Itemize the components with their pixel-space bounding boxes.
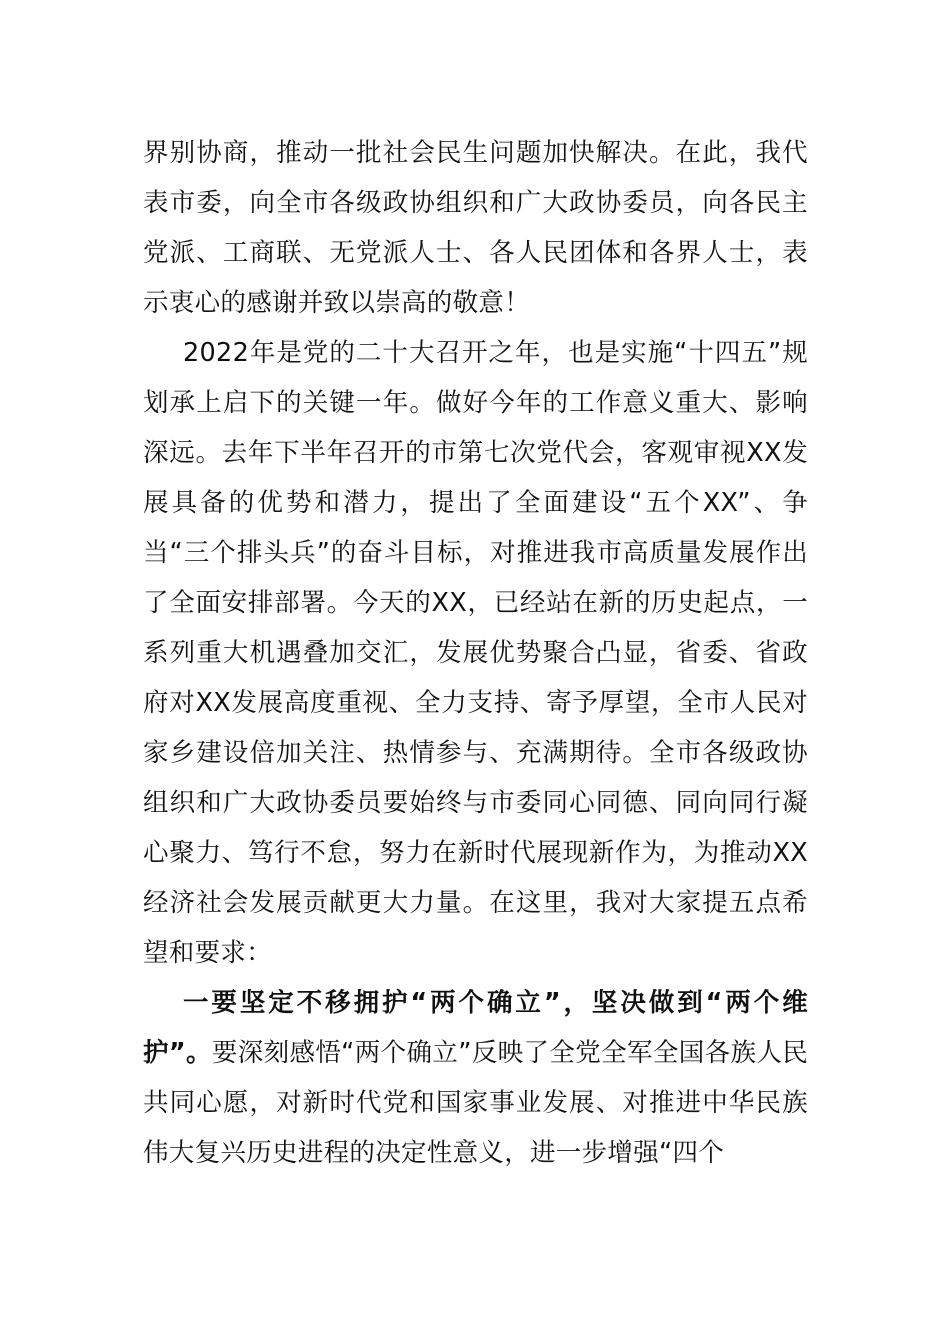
paragraph-2022-outlook: 2022年是党的二十大召开之年，也是实施“十四五”规划承上启下的关键一年。做好今年的工作意义重大、影响深远。去年下半年召开的市第七次党代会，客观审视XX发展具备的优势和潜力，提出了全面建设“五个XX”、争当“三个排头兵”的奋斗目标，对推进我市高质量发展作出了全面安排部署。今天的XX，已经站在新的历史起点，一系列重大机遇叠加交汇，发展优势聚合凸显，省委、省政府对XX发展高度重视、全力支持、寄予厚望，全市人民对家乡建设倍加关注、热情参与、充满期待。全市各级政协组织和广大政协委员要始终与市委同心同德、同向同行凝心聚力、笃行不怠，努力在新时代展现新作为，为推动XX经济社会发展贡献更大力量。在这里，我对大家提五点希望和要求： <box>143 338 808 968</box>
requirement-one-heading: 一要坚定不移拥护“两个确立”，坚决做到“两个维护”。 <box>143 988 808 1068</box>
document-body <box>143 128 808 1178</box>
paragraph-thanks: 界别协商，推动一批社会民生问题加快解决。在此，我代表市委，向全市各级政协组织和广大政协委员，向各民主党派、工商联、无党派人士、各人民团体和各界人士，表示衷心的感谢并致以崇高的敬意！ <box>143 138 808 318</box>
paragraph-requirement-one <box>143 978 808 1178</box>
requirement-one-text: 要深刻感悟“两个确立”反映了全党全军全国各族人民共同心愿，对新时代党和国家事业发展、对推进中华民族伟大复兴历史进程的决定性意义，进一步增强“四个 <box>143 1038 808 1168</box>
